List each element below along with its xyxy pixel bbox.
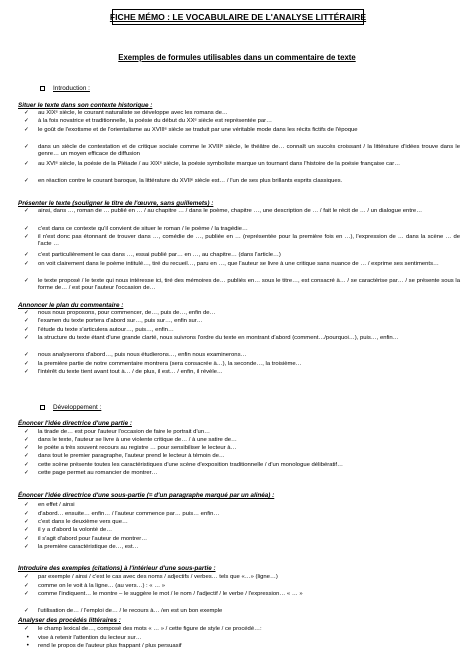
list-item: ✓ en effet / ainsi (24, 502, 75, 508)
checkbox-icon (40, 86, 45, 91)
list-item: • rend le propos de l'auteur plus frappant / plus persuasif (26, 642, 182, 649)
list-item: ✓ le goût de l'exotisme et de l'orientalisme au XVIIIᵉ siècle se traduit par une véritable mode dans les récits fictifs de l'époque (24, 127, 358, 133)
list-item: ✓ en réaction contre le courant baroque, la littérature du XVIIᵉ siècle est… / l'un de ses plus brillants esprits classiques. (24, 178, 343, 184)
check-icon: ✓ (24, 462, 29, 468)
check-icon: ✓ (24, 574, 29, 580)
check-icon: ✓ (24, 118, 29, 124)
check-icon: ✓ (24, 369, 29, 375)
check-icon: ✓ (24, 429, 29, 435)
subheading-annoncer: Annoncer le plan du commentaire : (18, 302, 124, 309)
list-item: ✓ la première partie de notre commentaire montrera (sera consacrée à…), la seconde…, la troisième… (24, 361, 302, 367)
check-icon: ✓ (24, 352, 29, 358)
subheading-situer: Situer le texte dans son contexte historique : (18, 102, 153, 109)
check-icon: ✓ (24, 591, 29, 597)
check-icon: ✓ (24, 536, 29, 542)
subheading-enoncer-partie: Énoncer l'idée directrice d'une partie : (18, 420, 132, 427)
section-developpement (40, 404, 101, 411)
list-item: ✓ le poète a très souvent recours au registre … pour sensibiliser le lecteur à… (24, 445, 237, 451)
list-item: ✓ il y a d'abord la volonté de… (24, 527, 113, 533)
check-icon: ✓ (24, 234, 29, 240)
check-icon: ✓ (24, 127, 29, 133)
list-item: ✓ la première caractéristique de…, est… (24, 544, 139, 550)
check-icon: ✓ (24, 519, 29, 525)
check-icon: ✓ (24, 208, 29, 214)
subheading-introduire: Introduire des exemples (citations) à l'intérieur d'une sous-partie : (18, 565, 216, 572)
list-item: ✓ cette scène présente toutes les caractéristiques d'une scène d'exposition traditionnelle / d'un monologue délibératif… (24, 462, 343, 468)
list-item: ✓ comme on le voit à la ligne… (au vers…) : « … » (24, 583, 166, 589)
list-item: ✓ le champ lexical de…, composé des mots « … » / cette figure de style / ce procédé…: (24, 626, 262, 632)
list-item: ✓ la tirade de… est pour l'auteur l'occasion de faire le portrait d'un… (24, 429, 211, 435)
list-item: ✓ l'étude du texte s'articulera autour…, puis…, enfin… (24, 327, 174, 333)
list-item: ✓ dans le texte, l'auteur se livre à une violente critique de… / à une satire de… (24, 437, 237, 443)
check-icon: ✓ (24, 252, 29, 258)
check-icon: ✓ (24, 161, 29, 167)
check-icon: ✓ (24, 470, 29, 476)
checkbox-icon (40, 405, 45, 410)
check-icon: ✓ (24, 511, 29, 517)
list-item: ✓ il n'est donc pas étonnant de trouver dans …, comédie de …, publiée en … (représentée pour la première fois en …), l'expression de … dans la scène … de l'acte … (24, 234, 460, 247)
list-item: ✓ comme l'indiquent… le montre – le suggère le mot / le nom / l'adjectif / le verbe / l'expression… « … » (24, 591, 303, 597)
check-icon: ✓ (24, 327, 29, 333)
list-item: ✓ à la fois novatrice et traditionnelle, la poésie du début du XXᵉ siècle est représentée par… (24, 118, 273, 124)
check-icon: ✓ (24, 361, 29, 367)
check-icon: ✓ (24, 608, 29, 614)
list-item: ✓ c'est dans le deuxième vers que… (24, 519, 128, 525)
list-item: ✓ il s'agit d'abord pour l'auteur de montrer… (24, 536, 148, 542)
check-icon: ✓ (24, 502, 29, 508)
check-icon: ✓ (24, 178, 29, 184)
check-icon: ✓ (24, 278, 29, 284)
bullet-icon: • (26, 634, 30, 641)
list-item: ✓ l'utilisation de… / l'emploi de… / le recours à… /en est un bon exemple (24, 608, 223, 614)
list-item: ✓ dans un siècle de contestation et de critique sociale comme le XVIIIᵉ siècle, le théâtre de… connaît un succès croissant / la littérature d'idées trouve dans le genre… un moyen efficace de diffusion (24, 144, 460, 157)
check-icon: ✓ (24, 626, 29, 632)
list-item: ✓ l'examen du texte portera d'abord sur…, puis sur…, enfin sur… (24, 318, 203, 324)
list-item: ✓ l'intérêt du texte tient avant tout à… / de plus, il est… / enfin, il révèle… (24, 369, 223, 375)
check-icon: ✓ (24, 310, 29, 316)
list-item: ✓ le texte proposé / le texte qui nous intéresse ici, tiré des mémoires de… publiés en… sous le titre…, est consacré à… / se caractérise par… / se présente sous la forme de… / est pour l'auteur l'occasion de… (24, 278, 460, 291)
subheading-enoncer-sous-partie: Énoncer l'idée directrice d'une sous-partie (= d'un paragraphe marqué par un alinéa) : (18, 492, 275, 499)
check-icon: ✓ (24, 445, 29, 451)
section-label: Développement : (53, 404, 102, 411)
list-item: ✓ ainsi, dans …, roman de … publié en … / au chapitre … / dans le poème, chapitre …, une description de … / fait le récit de … / un dialogue entre… (24, 208, 423, 214)
page-subtitle: Exemples de formules utilisables dans un commentaire de texte (118, 53, 356, 62)
list-item: ✓ cette page permet au romancier de montrer… (24, 470, 158, 476)
check-icon: ✓ (24, 335, 29, 341)
check-icon: ✓ (24, 226, 29, 232)
bullet-icon: • (26, 642, 30, 649)
check-icon: ✓ (24, 261, 29, 267)
list-item: ✓ on voit clairement dans le poème intitulé…, tiré du recueil…, paru en …, que l'auteur se livre à une critique sans nuance de … / exprime ses sentiments… (24, 261, 439, 267)
list-item: ✓ au XIXᵉ siècle, le courant naturaliste se développe avec les romans de… (24, 110, 228, 116)
check-icon: ✓ (24, 144, 29, 150)
list-item: ✓ c'est particulièrement le cas dans …, essai publié par… en …, au chapitre… (dans l'article…) (24, 252, 281, 258)
list-item: ✓ nous nous proposons, pour commencer, de…, puis de…, enfin de… (24, 310, 216, 316)
list-item: ✓ la structure du texte étant d'une grande clarté, nous suivrons l'ordre du texte en montrant d'abord (comment…/pourquoi…), puis…, enfin… (24, 335, 399, 341)
list-item: ✓ nous analyserons d'abord…, puis nous étudierons…, enfin nous examinerons… (24, 352, 247, 358)
list-item: ✓ d'abord… ensuite… enfin… / l'auteur commence par… puis… enfin… (24, 511, 220, 517)
list-item: • vise à retenir l'attention du lecteur sur… (26, 634, 142, 641)
check-icon: ✓ (24, 110, 29, 116)
list-item: ✓ au XVIᵉ siècle, la poésie de la Pléiade / au XIXᵉ siècle, la poésie symboliste marque un tournant dans l'histoire de la poésie française car… (24, 161, 401, 167)
page-title: FICHE MÉMO : LE VOCABULAIRE DE L'ANALYSE LITTÉRAIRE (109, 12, 367, 22)
section-introduction (40, 85, 90, 92)
list-item: ✓ c'est dans ce contexte qu'il convient de situer le roman / le poème / la tragédie… (24, 226, 248, 232)
check-icon: ✓ (24, 453, 29, 459)
title-box (109, 9, 367, 25)
list-item: ✓ dans tout le premier paragraphe, l'auteur prend le lecteur à témoin de… (24, 453, 225, 459)
check-icon: ✓ (24, 583, 29, 589)
list-item: ✓ par exemple / ainsi / c'est le cas avec des noms / adjectifs / verbes… tels que «…» (ligne…) (24, 574, 278, 580)
subheading-analyser: Analyser des procédés littéraires : (18, 617, 121, 624)
check-icon: ✓ (24, 544, 29, 550)
section-label: Introduction : (53, 85, 90, 92)
check-icon: ✓ (24, 318, 29, 324)
check-icon: ✓ (24, 527, 29, 533)
check-icon: ✓ (24, 437, 29, 443)
subheading-presenter: Présenter le texte (souligner le titre de l'œuvre, sans guillemets) : (18, 200, 214, 207)
